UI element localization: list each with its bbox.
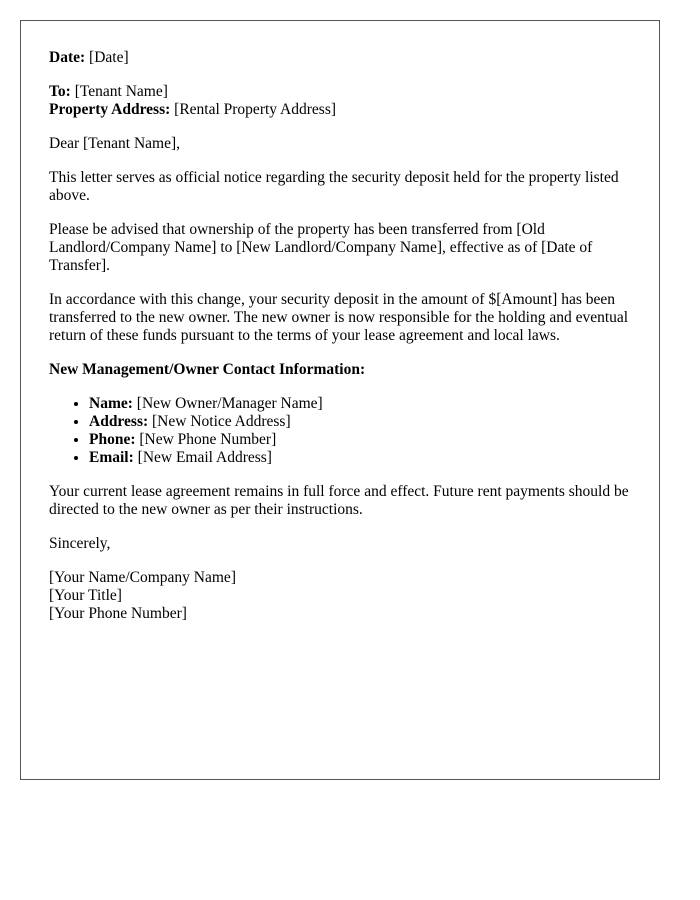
signature-block (49, 569, 631, 623)
body-paragraph: In accordance with this change, your security deposit in the amount of $[Amount] has been transferred to the new owner. The new owner is now responsible for the holding and eventual return of these funds pursuant to the terms of your lease agreement and local laws. (49, 291, 629, 344)
contact-phone-value: [New Phone Number] (139, 431, 277, 448)
contact-email-value: [New Email Address] (137, 449, 272, 466)
property-address-line (49, 101, 631, 119)
date-value: [Date] (89, 49, 129, 66)
contact-heading-text: New Management/Owner Contact Information: (49, 361, 366, 378)
signature-phone: [Your Phone Number] (49, 605, 187, 622)
contact-name-value: [New Owner/Manager Name] (136, 395, 323, 412)
body-paragraph: Please be advised that ownership of the property has been transferred from [Old Landlord/Company Name] to [New Landlord/Company Name], effective as of [Date of Transfer]. (49, 221, 593, 274)
to-value: [Tenant Name] (74, 83, 168, 100)
contact-name-label: Name: (89, 395, 133, 412)
body-paragraph: This letter serves as official notice regarding the security deposit held for the property listed above. (49, 169, 619, 204)
closing-paragraph: Your current lease agreement remains in full force and effect. Future rent payments should be directed to the new owner as per their instructions. (49, 483, 629, 518)
list-item (89, 413, 631, 431)
letter-page (20, 20, 660, 780)
signoff: Sincerely, (49, 535, 111, 552)
contact-phone-label: Phone: (89, 431, 136, 448)
to-label: To: (49, 83, 71, 100)
contact-address-label: Address: (89, 413, 149, 430)
list-item (89, 431, 631, 449)
contact-address-value: [New Notice Address] (152, 413, 291, 430)
date-line (49, 49, 631, 67)
salutation: Dear [Tenant Name], (49, 135, 181, 152)
list-item (89, 449, 631, 467)
signature-title: [Your Title] (49, 587, 122, 604)
property-address-value: [Rental Property Address] (174, 101, 337, 118)
list-item (89, 395, 631, 413)
contact-email-label: Email: (89, 449, 134, 466)
property-address-label: Property Address: (49, 101, 171, 118)
date-label: Date: (49, 49, 86, 66)
contact-list (49, 395, 631, 467)
recipient-block (49, 83, 631, 119)
to-line (49, 83, 631, 101)
signature-name: [Your Name/Company Name] (49, 569, 236, 586)
contact-heading (49, 361, 631, 379)
